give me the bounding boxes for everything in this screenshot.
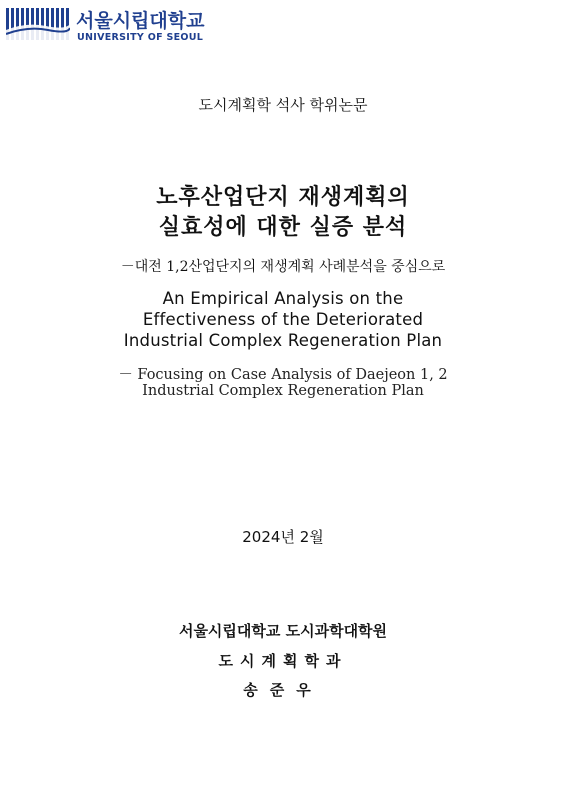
logo-name-en: UNIVERSITY OF SEOUL <box>77 32 204 43</box>
subtitle-en-line-2: Industrial Complex Regeneration Plan <box>142 383 424 399</box>
title-en-line-1: An Empirical Analysis on the <box>162 289 404 308</box>
logo-emblem-icon <box>6 8 70 40</box>
title-en-line-2: Effectiveness of the Deteriorated <box>142 310 424 329</box>
title-ko-line-2: 실효성에 대한 실증 분석 <box>158 215 408 240</box>
graduate-school: 서울시립대학교 도시과학대학원 <box>178 622 388 640</box>
subtitle-ko: －대전 1,2산업단지의 재생계획 사례분석을 중심으로 <box>120 259 446 275</box>
author-name: 송준우 <box>243 681 323 699</box>
degree-label: 도시계획학 석사 학위논문 <box>198 96 368 114</box>
title-en-line-3: Industrial Complex Regeneration Plan <box>123 331 443 350</box>
title-ko-line-1: 노후산업단지 재생계획의 <box>156 185 410 210</box>
university-logo <box>6 8 216 48</box>
department: 도시계획학과 <box>218 652 348 670</box>
submission-date: 2024년 2월 <box>242 528 324 546</box>
subtitle-en-line-1: － Focusing on Case Analysis of Daejeon 1, 2 <box>118 367 448 383</box>
logo-name-ko: 서울시립대학교 <box>76 10 205 32</box>
